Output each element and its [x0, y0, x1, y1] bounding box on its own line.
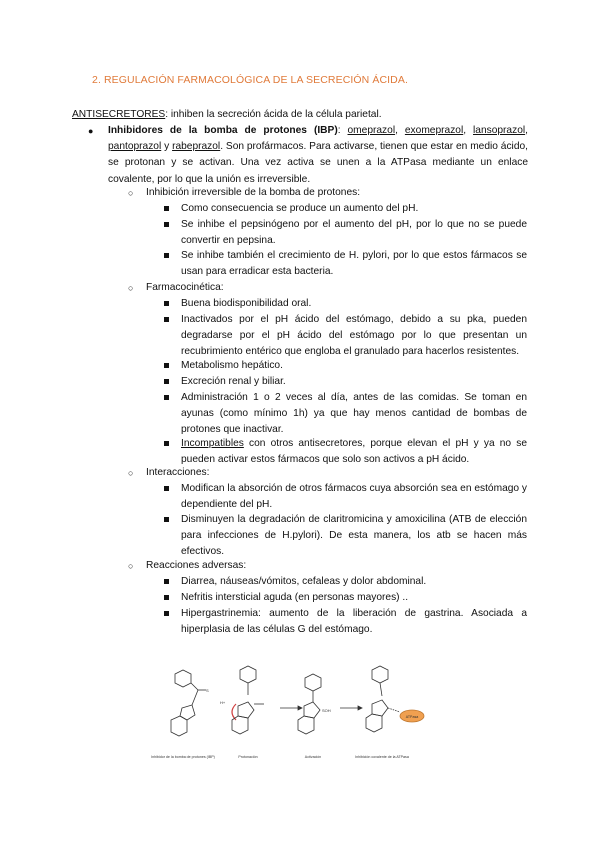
- reagent-label: H+: [220, 700, 226, 705]
- hollow-bullet-icon: ○: [128, 468, 134, 478]
- antisecretores-paragraph: [72, 107, 542, 123]
- list-item-text: con otros antisecretores, porque elevan el pH y ya no se pueden activar estos fármacos que solo son activos a pH ácido.: [181, 438, 527, 466]
- subsection-title-text: Farmacocinética:: [146, 282, 224, 293]
- list-item-text: Metabolismo hepático.: [181, 360, 283, 371]
- square-bullet-icon: [164, 206, 169, 211]
- sep: ,: [525, 125, 528, 136]
- square-bullet-icon: [164, 301, 169, 306]
- list-item: [181, 296, 527, 312]
- subsection-title-text: Inhibición irreversible de la bomba de protones:: [146, 187, 361, 198]
- list-item-text: Modifican la absorción de otros fármacos cuya absorción sea en estómago y dependiente del pH.: [181, 483, 527, 511]
- square-bullet-icon: [164, 517, 169, 522]
- list-item: [181, 201, 527, 217]
- list-item: [181, 217, 527, 249]
- square-bullet-icon: [164, 363, 169, 368]
- caption-covalent: Inhibición covalente de la ATPasa: [355, 755, 409, 759]
- square-bullet-icon: [164, 595, 169, 600]
- list-item-text: Se inhibe también el crecimiento de H. pylori, por lo que estos fármacos se usan para erradicar esta bacteria.: [181, 250, 527, 278]
- svg-text:SOH: SOH: [322, 708, 331, 713]
- caption-activation: Activación: [304, 755, 322, 759]
- list-item-text: Diarrea, náuseas/vómitos, cefaleas y dolor abdominal.: [181, 576, 427, 587]
- sep: ,: [395, 125, 405, 136]
- activated-molecule: [298, 674, 331, 734]
- drug-lansoprazol: lansoprazol: [473, 125, 526, 136]
- list-item-text: Se inhibe el pepsinógeno por el aumento del pH, por lo que no se puede convertir en pepsina.: [181, 219, 527, 247]
- square-bullet-icon: [164, 395, 169, 400]
- svg-text:S: S: [206, 688, 209, 693]
- sep: ,: [463, 125, 474, 136]
- ibp-title: Inhibidores de la bomba de protones (IBP): [108, 125, 338, 136]
- square-bullet-icon: [164, 379, 169, 384]
- list-item: [181, 512, 527, 561]
- ibp-text: . Son profármacos. Para activarse, tienen que estar en medio ácido, se protonan y se activan. Una vez activa se unen a la ATPasa mediante un enlace covalente, por lo que la unión es irreversible.: [108, 141, 528, 185]
- subsection-title-text: Interacciones:: [146, 467, 210, 478]
- list-item-text: Como consecuencia se produce un aumento del pH.: [181, 203, 419, 214]
- subsection-title: [128, 465, 526, 481]
- square-bullet-icon: [164, 611, 169, 616]
- drug-pantoprazol: pantoprazol: [108, 141, 162, 153]
- list-item: [181, 312, 527, 361]
- list-item: [181, 358, 527, 374]
- section-heading: 2. REGULACIÓN FARMACOLÓGICA DE LA SECRECIÓN ÁCIDA.: [92, 74, 408, 86]
- list-item-text: Inactivados por el pH ácido del estómago, debido a su pka, pueden degradarse por el pH ácido del estómago por lo que presentan un recubrimiento entérico que engloba el granulado para hacerlos resistentes.: [181, 314, 527, 358]
- antisecretores-label: ANTISECRETORES: [72, 109, 166, 120]
- list-item-text: Nefritis intersticial aguda (en personas mayores) ..: [181, 592, 409, 603]
- list-item-text: Disminuyen la degradación de claritromicina y amoxicilina (ATB de elección para infecciones de H.pylori). De esta manera, los atb se hacen más efectivos.: [181, 514, 527, 558]
- square-bullet-icon: [164, 253, 169, 258]
- square-bullet-icon: [164, 579, 169, 584]
- square-bullet-icon: [164, 222, 169, 227]
- filled-bullet-icon: ●: [88, 126, 94, 136]
- list-item: [181, 481, 527, 513]
- subsection-title: [128, 280, 526, 296]
- covalent-molecule: [366, 666, 424, 732]
- list-item: [181, 590, 527, 606]
- drug-exomeprazol: exomeprazol: [404, 125, 464, 136]
- ibp-colon: :: [337, 125, 348, 136]
- square-bullet-icon: [164, 486, 169, 491]
- square-bullet-icon: [164, 317, 169, 322]
- subsection-title: [128, 185, 526, 201]
- caption-ibp: Inhibidor de la bomba de protones (IBP): [151, 755, 215, 759]
- list-item: [181, 390, 527, 439]
- hollow-bullet-icon: ○: [128, 188, 134, 198]
- ibp-mechanism-figure: [150, 660, 450, 780]
- antisecretores-text: : inhiben la secreción ácida de la célula parietal.: [165, 109, 382, 120]
- list-item-text: Administración 1 o 2 veces al día, antes de las comidas. Se toman en ayunas (como mínimo 1h) ya que hay menos cantidad de bombas de protones que inactivar.: [181, 392, 527, 436]
- caption-protonation: Protonación: [238, 755, 258, 759]
- ibp-molecule: [171, 670, 209, 736]
- list-item: [181, 248, 527, 280]
- drug-rabeprazol: rabeprazol: [172, 141, 221, 153]
- list-item: [181, 436, 527, 468]
- subsection-title: [128, 558, 526, 574]
- drug-omeprazol: omeprazol: [347, 125, 396, 136]
- list-item: [181, 374, 527, 390]
- square-bullet-icon: [164, 441, 169, 446]
- sep-y: y: [161, 141, 173, 153]
- list-item: [181, 574, 527, 590]
- protonated-molecule: [232, 666, 264, 734]
- atpase-label: ATPasa: [405, 715, 419, 719]
- list-item: [181, 606, 527, 638]
- list-item-text: Excreción renal y biliar.: [181, 376, 286, 387]
- list-item-text: Hipergastrinemia: aumento de la liberación de gastrina. Asociada a hiperplasia de las células G del estómago.: [181, 608, 527, 636]
- subsection-title-text: Reacciones adversas:: [146, 560, 247, 571]
- list-item-text: Buena biodisponibilidad oral.: [181, 298, 312, 309]
- hollow-bullet-icon: ○: [128, 283, 134, 293]
- ibp-paragraph: [88, 123, 528, 188]
- hollow-bullet-icon: ○: [128, 561, 134, 571]
- incompatibles-label: Incompatibles: [181, 438, 244, 449]
